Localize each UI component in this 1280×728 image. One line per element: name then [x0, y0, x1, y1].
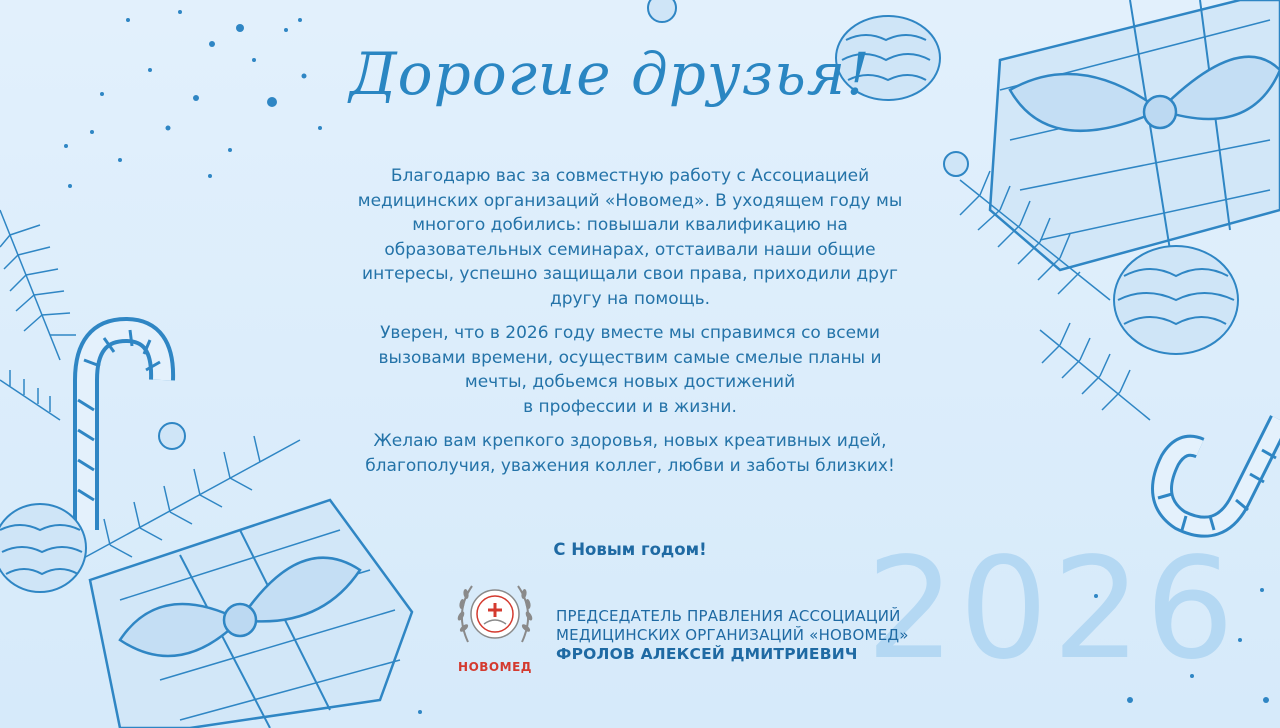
text-line: вызовами времени, осуществим самые смелые планы и — [378, 347, 882, 368]
paragraph-confidence — [318, 321, 942, 419]
text-line: Желаю вам крепкого здоровья, новых креативных идей, — [373, 431, 887, 451]
new-year-wish: С Новым годом! — [553, 540, 707, 559]
text-line: Уверен, что в 2026 году вместе мы справимся со всеми — [380, 323, 880, 343]
signature-position-line-2: МЕДИЦИНСКИХ ОРГАНИЗАЦИЙ «НОВОМЕД» — [556, 626, 909, 644]
paragraph-gratitude — [318, 164, 942, 311]
year-watermark: 2026 — [866, 528, 1239, 691]
text-line: образовательных семинарах, отстаивали наши общие — [384, 239, 876, 260]
text-line: другу на помощь. — [549, 288, 711, 309]
greeting-body — [318, 164, 942, 488]
signature-name: ФРОЛОВ АЛЕКСЕЙ ДМИТРИЕВИЧ — [556, 645, 858, 663]
text-line: многого добились: повышали квалификацию на — [412, 215, 848, 235]
text-line: интересы, успешно защищали свои права, приходили друг — [362, 264, 898, 284]
text-line: в профессии и в жизни. — [523, 396, 737, 417]
paragraph-wishes — [318, 429, 942, 478]
text-line: Благодарю вас за совместную работу с Ассоциацией — [390, 166, 870, 186]
logo-text: НОВОМЕД — [458, 660, 532, 674]
signature-position-line-1: ПРЕДСЕДАТЕЛЬ ПРАВЛЕНИЯ АССОЦИАЦИЙ — [556, 607, 901, 625]
text-line: благополучия, уважения коллег, любви и заботы близких! — [365, 455, 895, 476]
text-line: мечты, добьемся новых достижений — [464, 372, 796, 392]
signature-block — [556, 607, 936, 664]
greeting-title: Дорогие друзья! — [349, 40, 871, 108]
novomed-logo — [448, 572, 542, 692]
text-line: медицинских организаций «Новомед». В уходящем году мы — [357, 190, 903, 211]
